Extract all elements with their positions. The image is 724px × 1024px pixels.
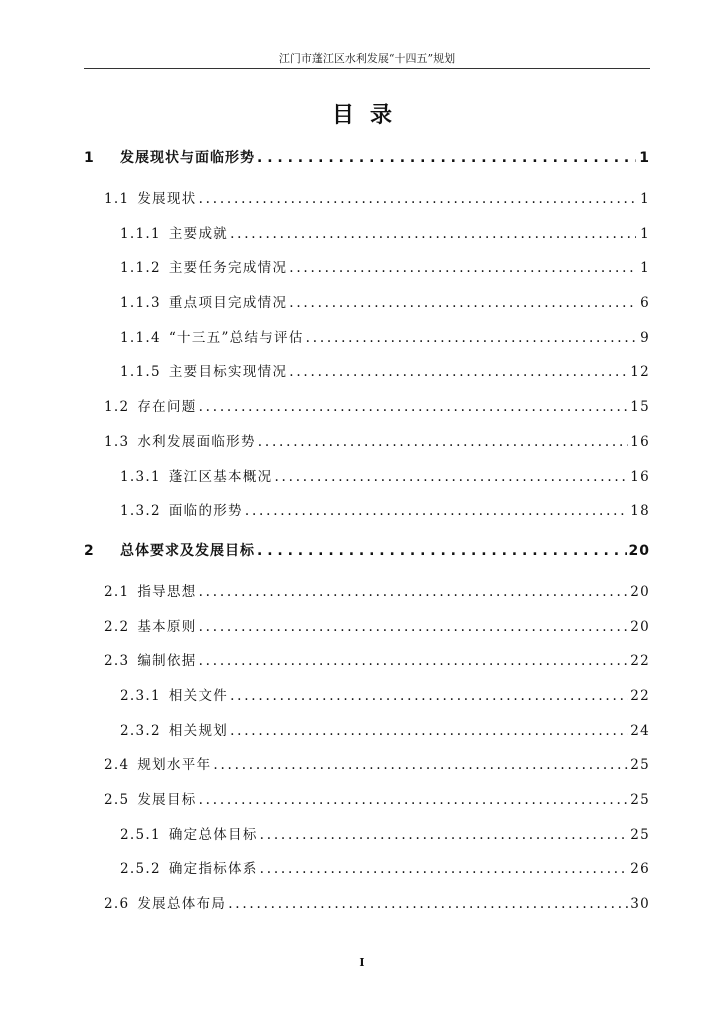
toc-entry-page: 25 <box>630 792 650 808</box>
toc-dot-leader <box>230 679 628 714</box>
toc-entry-title: 编制依据 <box>137 653 197 670</box>
toc-entry-title: 面临的形势 <box>168 503 243 520</box>
toc-entry-title: 重点项目完成情况 <box>168 295 288 312</box>
toc-entry-level-1[interactable] <box>84 533 650 569</box>
toc-entry-page: 20 <box>628 542 650 559</box>
toc-entry-number: 1.1.1 <box>120 225 161 242</box>
toc-dot-leader <box>260 818 629 853</box>
toc-entry-title: 确定总体目标 <box>168 826 258 843</box>
toc-entry-page: 18 <box>630 503 650 520</box>
toc-entry-number: 2.5.1 <box>120 826 161 843</box>
toc-entry-level-2[interactable] <box>84 575 650 610</box>
toc-dot-leader <box>260 852 629 887</box>
toc-entry-level-2[interactable] <box>84 783 650 818</box>
toc-entry-title: 水利发展面临形势 <box>137 433 256 450</box>
toc-entry-title: 相关文件 <box>168 687 229 704</box>
toc-entry-page: 12 <box>630 364 650 381</box>
toc-entry-number: 2 <box>84 542 95 559</box>
toc-entry-number: 2.4 <box>104 757 130 774</box>
toc-entry-page: 16 <box>630 468 650 485</box>
toc-entry-level-3[interactable] <box>84 852 650 887</box>
toc-entry-number: 1.1 <box>104 191 130 207</box>
toc-entry-page: 16 <box>630 433 650 450</box>
toc-dot-leader <box>213 748 628 783</box>
toc-entry-number: 2.6 <box>104 896 130 913</box>
toc-entry-level-3[interactable] <box>84 460 650 495</box>
toc-entry-number: 1.1.4 <box>120 329 161 346</box>
toc-dot-leader <box>228 887 628 922</box>
toc-dot-leader <box>199 390 629 425</box>
toc-entry-level-3[interactable] <box>84 251 650 286</box>
toc-entry-title: 主要目标实现情况 <box>168 364 288 381</box>
toc-entry-title: 总体要求及发展目标 <box>120 542 255 559</box>
toc-entry-page: 9 <box>640 329 650 346</box>
toc-entry-level-2[interactable] <box>84 182 650 217</box>
toc-entry-title: 蓬江区基本概况 <box>168 468 273 485</box>
toc-dot-leader <box>245 494 628 529</box>
page-title: 目录 <box>331 103 408 128</box>
toc-entry-level-3[interactable] <box>84 217 650 252</box>
page-header: 江门市蓬江区水利发展“十四五”规划 <box>278 52 456 65</box>
toc-entry-title: 基本原则 <box>137 618 197 635</box>
toc-dot-leader <box>258 425 628 460</box>
toc-entry-page: 15 <box>630 399 650 416</box>
toc-entry-number: 1.1.2 <box>120 260 161 277</box>
toc-entry-level-2[interactable] <box>84 390 650 425</box>
toc-entry-title: 发展目标 <box>137 792 197 808</box>
toc-entry-number: 2.5.2 <box>120 861 161 878</box>
toc-dot-leader <box>257 533 627 569</box>
toc-entry-title: “十三五”总结与评估 <box>168 329 304 346</box>
toc-entry-title: 发展现状 <box>137 191 197 207</box>
toc-entry-title: 指导思想 <box>137 583 197 600</box>
toc-entry-number: 2.3.2 <box>120 722 161 739</box>
toc-entry-page: 22 <box>630 653 650 670</box>
toc-entry-level-2[interactable] <box>84 425 650 460</box>
toc-entry-number: 1.1.3 <box>120 295 161 312</box>
toc-entry-number: 2.3.1 <box>120 687 161 704</box>
toc-entry-title: 发展总体布局 <box>137 896 227 913</box>
toc-entry-number: 2.3 <box>104 653 130 670</box>
toc-entry-number: 1.3.2 <box>120 503 161 520</box>
toc-entry-page: 20 <box>630 583 650 600</box>
toc-dot-leader <box>257 140 636 176</box>
toc-entry-number: 2.2 <box>104 618 130 635</box>
toc-entry-level-3[interactable] <box>84 818 650 853</box>
toc-entry-page: 26 <box>630 861 650 878</box>
toc-entry-page: 1 <box>640 225 650 242</box>
toc-entry-level-3[interactable] <box>84 679 650 714</box>
toc-entry-title: 确定指标体系 <box>168 861 258 878</box>
toc-entry-level-2[interactable] <box>84 748 650 783</box>
toc-entry-title: 发展现状与面临形势 <box>120 150 255 166</box>
toc-entry-page: 1 <box>640 191 650 207</box>
toc-entry-number: 1.2 <box>104 399 130 416</box>
toc-entry-level-3[interactable] <box>84 321 650 356</box>
toc-dot-leader <box>289 286 636 321</box>
toc-entry-number: 1.1.5 <box>120 364 161 381</box>
toc-dot-leader <box>230 714 628 749</box>
toc-entry-number: 1.3.1 <box>120 468 161 485</box>
toc-entry-level-2[interactable] <box>84 610 650 645</box>
toc-dot-leader <box>199 610 629 645</box>
toc-entry-level-2[interactable] <box>84 644 650 679</box>
toc-dot-leader <box>199 644 629 679</box>
toc-entry-title: 存在问题 <box>137 399 197 416</box>
toc-entry-number: 2.5 <box>104 792 130 808</box>
toc-dot-leader <box>199 783 629 818</box>
toc-entry-level-3[interactable] <box>84 494 650 529</box>
header-divider <box>84 68 650 69</box>
toc-entry-page: 1 <box>639 150 650 166</box>
toc-entry-page: 25 <box>630 757 650 774</box>
toc-dot-leader <box>274 460 628 495</box>
toc-entry-level-3[interactable] <box>84 714 650 749</box>
toc-dot-leader <box>199 575 629 610</box>
toc-entry-page: 20 <box>630 618 650 635</box>
table-of-contents <box>84 140 650 922</box>
toc-dot-leader <box>199 182 636 217</box>
toc-entry-level-2[interactable] <box>84 887 650 922</box>
page-number: I <box>359 956 365 969</box>
toc-entry-number: 2.1 <box>104 583 130 600</box>
toc-dot-leader <box>230 217 636 252</box>
toc-entry-page: 30 <box>630 896 650 913</box>
toc-entry-number: 1 <box>84 150 95 166</box>
toc-entry-page: 1 <box>640 260 650 277</box>
toc-entry-level-1[interactable] <box>84 140 650 176</box>
toc-entry-number: 1.3 <box>104 433 130 450</box>
toc-entry-title: 规划水平年 <box>137 757 212 774</box>
toc-entry-page: 25 <box>630 826 650 843</box>
toc-entry-level-3[interactable] <box>84 286 650 321</box>
toc-entry-title: 主要成就 <box>168 225 229 242</box>
toc-entry-page: 24 <box>630 722 650 739</box>
toc-entry-title: 主要任务完成情况 <box>168 260 288 277</box>
toc-entry-level-3[interactable] <box>84 355 650 390</box>
toc-dot-leader <box>306 321 636 356</box>
toc-dot-leader <box>289 355 628 390</box>
toc-entry-page: 22 <box>630 687 650 704</box>
toc-entry-title: 相关规划 <box>168 722 229 739</box>
toc-dot-leader <box>289 251 636 286</box>
toc-entry-page: 6 <box>640 295 650 312</box>
